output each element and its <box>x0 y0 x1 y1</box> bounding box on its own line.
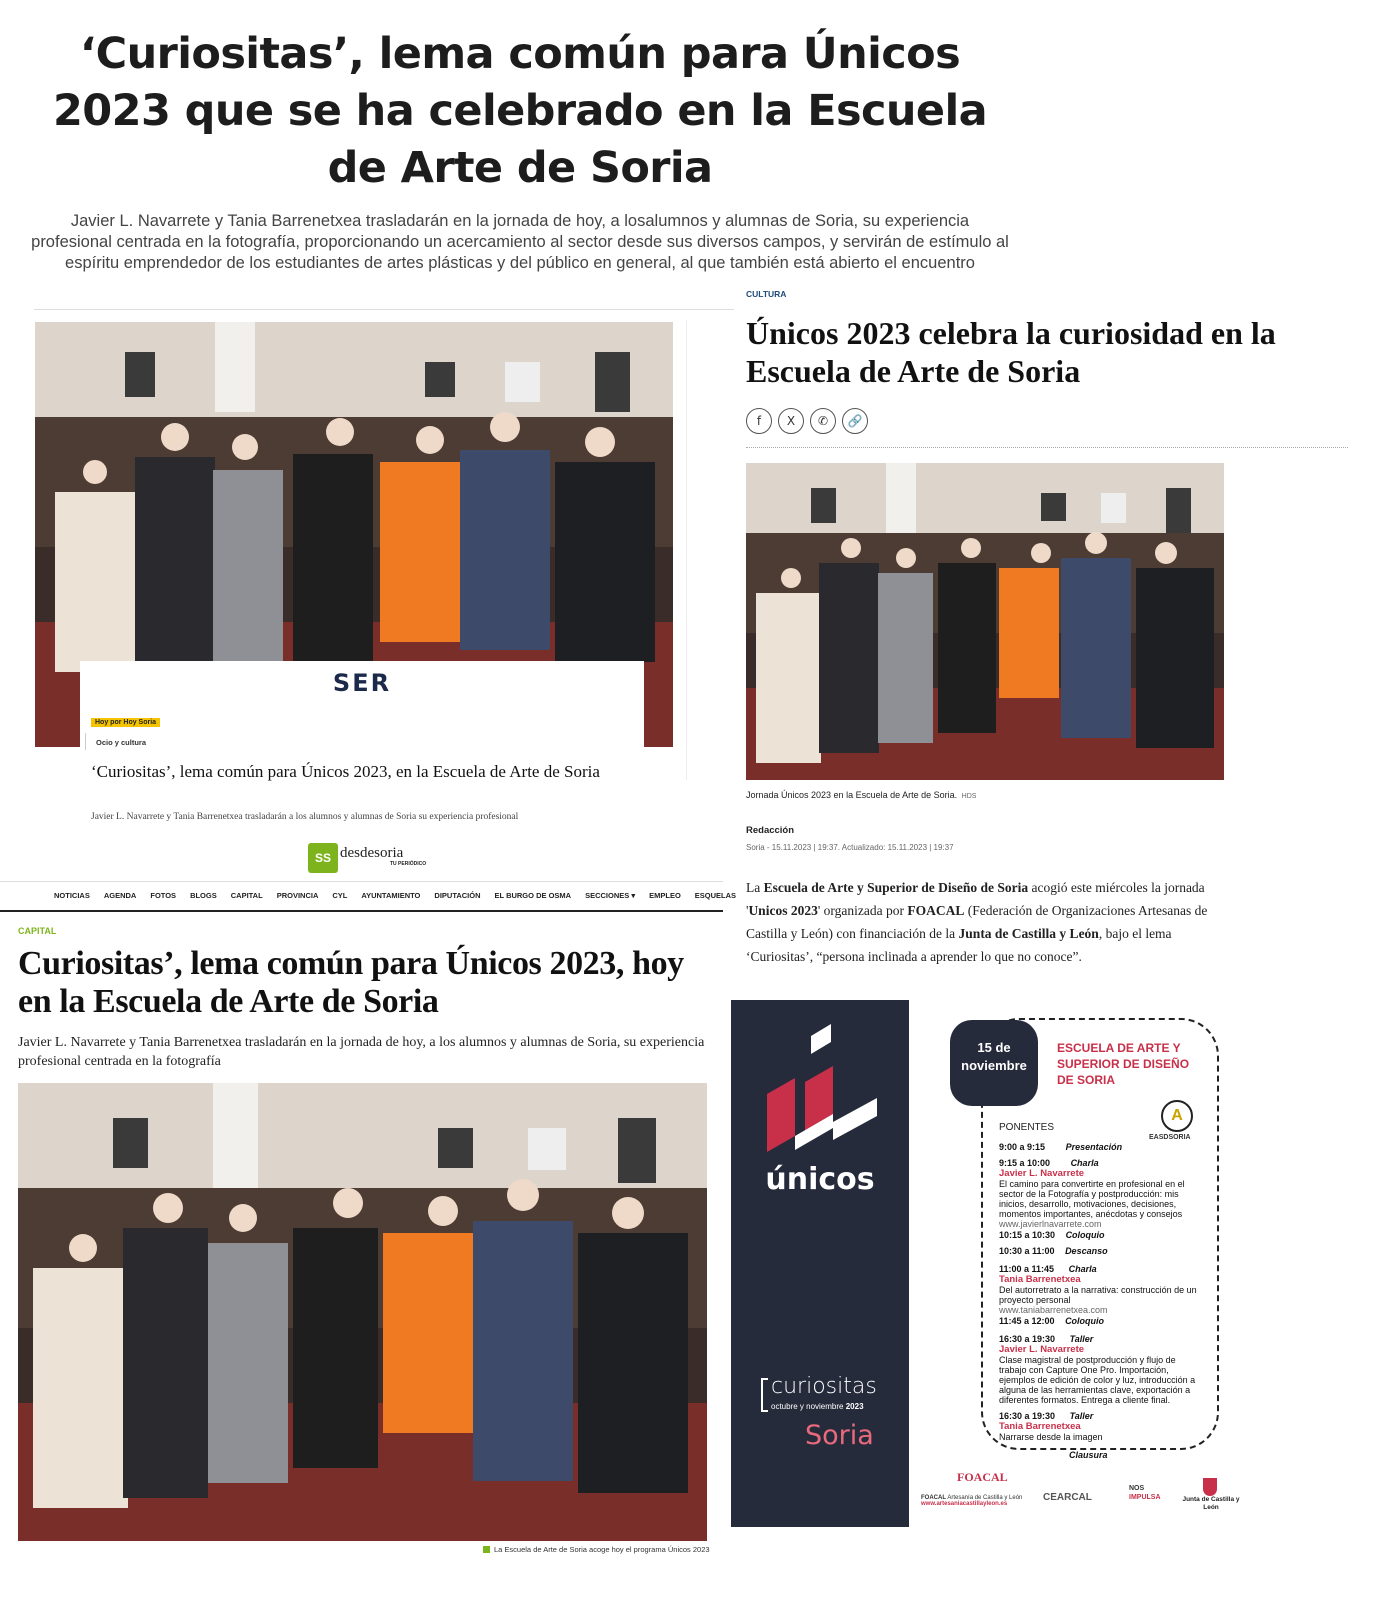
foacal-sub: Artesanía de Castilla y León <box>947 1495 1023 1501</box>
poster-day-badge: 15 de noviembre <box>950 1020 1038 1106</box>
poster-brand: únicos <box>765 1162 875 1197</box>
hds-body-part: La <box>746 880 764 895</box>
dds-nav <box>54 891 737 900</box>
top-headline: ‘Curiositas’, lema común para Únicos 2023 que se ha celebrado en la Escuela de Arte de Soria <box>52 29 987 193</box>
program-item: 10:30 a 11:00 Descanso <box>999 1246 1108 1256</box>
poster-ponentes: PONENTES <box>999 1122 1055 1133</box>
dds-nav-noticias[interactable]: NOTICIAS <box>54 891 90 900</box>
ser-card-border <box>686 320 687 780</box>
dds-caption <box>483 1545 710 1554</box>
junta-text: Junta de Castilla y León <box>1182 1496 1240 1511</box>
dds-logo-text: desdesoria <box>340 845 404 861</box>
dds-nav-rule <box>0 910 723 912</box>
unicos-logo-icon <box>759 1024 885 1156</box>
ser-logo[interactable]: SER <box>332 669 392 697</box>
dds-nav-empleo[interactable]: EMPLEO <box>649 891 681 900</box>
poster-bracket <box>761 1378 768 1412</box>
dds-nav-provincia[interactable]: PROVINCIA <box>276 891 319 900</box>
junta-logo[interactable] <box>1181 1478 1241 1512</box>
hds-dateline: Soria - 15.11.2023 | 19:37. Actualizado: 15.11.2023 | 19:37 <box>746 843 954 852</box>
x-icon[interactable]: X <box>778 408 804 434</box>
poster-venue: ESCUELA DE ARTE Y SUPERIOR DE DISEÑO DE SORIA <box>1057 1041 1190 1087</box>
hds-body <box>746 876 1224 968</box>
cearcal-logo[interactable]: CEARCAL <box>1043 1492 1092 1503</box>
program-item: 11:00 a 11:45 Charla Tania Barrenetxea Del autorretrato a la narrativa: construcción de un proyecto personal www.taniabarrenetxea.com <box>999 1264 1197 1315</box>
poster-easd: EASDSORIA <box>1149 1134 1191 1141</box>
dds-nav-rule-top <box>0 881 723 882</box>
program-item: 9:15 a 10:00 Charla Javier L. Navarrete El camino para convertirte en profesional en el sector de la Fotografía y postproducción: mis inicios, desarrollo, motivaciones, decisiones, momentos importantes, anécdotas y consejos www.javierlnavarrete.com <box>999 1158 1185 1229</box>
dds-caption-text: La Escuela de Arte de Soria acoge hoy el programa Únicos 2023 <box>494 1545 710 1554</box>
camera-icon <box>483 1546 490 1553</box>
dds-nav-cyl[interactable]: CYL <box>332 891 348 900</box>
dds-nav-ayuntamiento[interactable]: AYUNTAMIENTO <box>361 891 421 900</box>
junta-shield-icon <box>1203 1478 1217 1496</box>
foacal-logo-title: FOACAL <box>957 1470 1008 1484</box>
hds-caption <box>746 790 976 800</box>
nos-text: NOS <box>1129 1485 1145 1492</box>
poster-motto: curiositas <box>771 1374 877 1399</box>
hds-body-part[interactable]: FOACAL <box>907 903 965 918</box>
dds-nav-agenda[interactable]: AGENDA <box>103 891 137 900</box>
nos-impulsa-logo[interactable] <box>1129 1484 1161 1502</box>
ser-standfirst: Javier L. Navarrete y Tania Barrenetxea trasladarán a los alumnos y alumnas de Soria su experiencia profesional <box>91 812 519 822</box>
ser-divider <box>85 733 86 751</box>
impulsa-text: IMPULSA <box>1129 1494 1161 1501</box>
program-item: 10:15 a 10:30 Coloquio <box>999 1230 1105 1240</box>
hds-body-part[interactable]: Escuela de Arte y Superior de Diseño de Soria <box>763 880 1029 895</box>
hds-body-part: acogió este miércoles la jornada ' <box>746 880 1205 918</box>
program-item: Clausura <box>1069 1450 1108 1460</box>
link-icon[interactable]: 🔗 <box>842 408 868 434</box>
hds-body-part: ' organizada por <box>817 903 908 918</box>
poster-dates-line <box>771 1402 896 1411</box>
hds-photo <box>746 463 1224 780</box>
dds-logo[interactable] <box>308 843 438 875</box>
program-item: 16:30 a 19:30 Taller Javier L. Navarrete Clase magistral de postproducción y flujo de trabajo con Capture One Pro. Importación, ejemplos de edición de color y luz, introducción a alguna de las herramientas clave, exportación a diferentes formatos. Entrega a cliente final. <box>999 1334 1196 1405</box>
ser-headline[interactable]: ‘Curiositas’, lema común para Únicos 2023, en la Escuela de Arte de Soria <box>91 762 600 781</box>
hds-body-part: (Federación de Organizaciones Artesanas de Castilla y León) con financiación de la <box>746 903 1208 941</box>
poster-program <box>999 1142 1199 1460</box>
poster-sponsors <box>921 1470 1239 1520</box>
dds-standfirst: Javier L. Navarrete y Tania Barrenetxea trasladarán en la jornada de hoy, a los alumnos y alumnas de Soria, su experiencia profesional centrada en la fotografía <box>18 1035 705 1069</box>
easd-logo-icon: A <box>1161 1100 1193 1132</box>
foacal-small: FOACAL <box>921 1495 946 1501</box>
foacal-logo[interactable] <box>921 1470 1031 1507</box>
program-item: 16:30 a 19:30 Taller Tania Barrenetxea Narrarse desde la imagen <box>999 1411 1103 1442</box>
hds-author[interactable]: Redacción <box>746 825 795 836</box>
dds-nav-esquelas[interactable]: ESQUELAS <box>694 891 737 900</box>
hds-caption-credit: HDS <box>961 793 977 800</box>
whatsapp-icon[interactable]: ✆ <box>810 408 836 434</box>
poster-left-panel <box>731 1000 909 1527</box>
top-article <box>20 26 1020 274</box>
hds-body-part[interactable]: Junta de Castilla y León <box>958 926 1099 941</box>
hds-dotted-rule <box>746 447 1348 448</box>
top-subtitle: Javier L. Navarrete y Tania Barrenetxea trasladarán en la jornada de hoy, a losalumnos y alumnas de Soria, su experiencia profesional centrada en la fotografía, proporcionando un acercamiento al sector desde sus diversos campos, y servirán de estímulo al espíritu emprendedor de los estudiantes de artes plásticas y del público en general, al que también está abierto el encuentro <box>31 212 1009 272</box>
ser-card-lower <box>80 750 720 830</box>
facebook-icon[interactable]: f <box>746 408 772 434</box>
dds-nav-burgo[interactable]: EL BURGO DE OSMA <box>494 891 572 900</box>
poster-dates: octubre y noviembre <box>771 1402 844 1411</box>
hds-section[interactable]: CULTURA <box>746 289 787 299</box>
poster-year: 2023 <box>845 1402 864 1411</box>
dds-section[interactable]: CAPITAL <box>18 926 57 936</box>
hds-share-bar <box>746 408 874 434</box>
program-item: 9:00 a 9:15 Presentación <box>999 1142 1123 1152</box>
dds-nav-secciones[interactable]: SECCIONES ▾ <box>585 891 636 900</box>
program-item: 11:45 a 12:00 Coloquio <box>999 1316 1105 1326</box>
dds-logo-sub: TU PERIÓDICO <box>390 861 427 867</box>
dds-headline[interactable]: Curiositas’, lema común para Únicos 2023, hoy en la Escuela de Arte de Soria <box>18 945 684 1020</box>
poster <box>731 1000 1239 1527</box>
poster-city: Soria <box>805 1420 874 1451</box>
dds-nav-capital[interactable]: CAPITAL <box>230 891 263 900</box>
dds-nav-diputacion[interactable]: DIPUTACIÓN <box>434 891 481 900</box>
hds-body-part: Unicos 2023 <box>748 903 818 918</box>
top-divider <box>34 309 734 310</box>
dds-logo-mark: SS <box>308 843 338 873</box>
ser-section[interactable]: Ocio y cultura <box>96 738 147 747</box>
hds-caption-text: Jornada Únicos 2023 en la Escuela de Arte de Soria. <box>746 790 958 800</box>
hds-headline[interactable]: Únicos 2023 celebra la curiosidad en la Escuela de Arte de Soria <box>746 315 1276 389</box>
hds-body-part: , bajo el lema ‘Curiositas’, “persona inclinada a aprender lo que no conoce”. <box>746 926 1172 964</box>
dds-nav-blogs[interactable]: BLOGS <box>190 891 217 900</box>
ser-tag[interactable]: Hoy por Hoy Soria <box>91 718 160 727</box>
dds-nav-fotos[interactable]: FOTOS <box>150 891 177 900</box>
dds-photo <box>18 1083 707 1541</box>
foacal-web[interactable]: www.artesaniacastillayleon.es <box>921 1501 1008 1507</box>
